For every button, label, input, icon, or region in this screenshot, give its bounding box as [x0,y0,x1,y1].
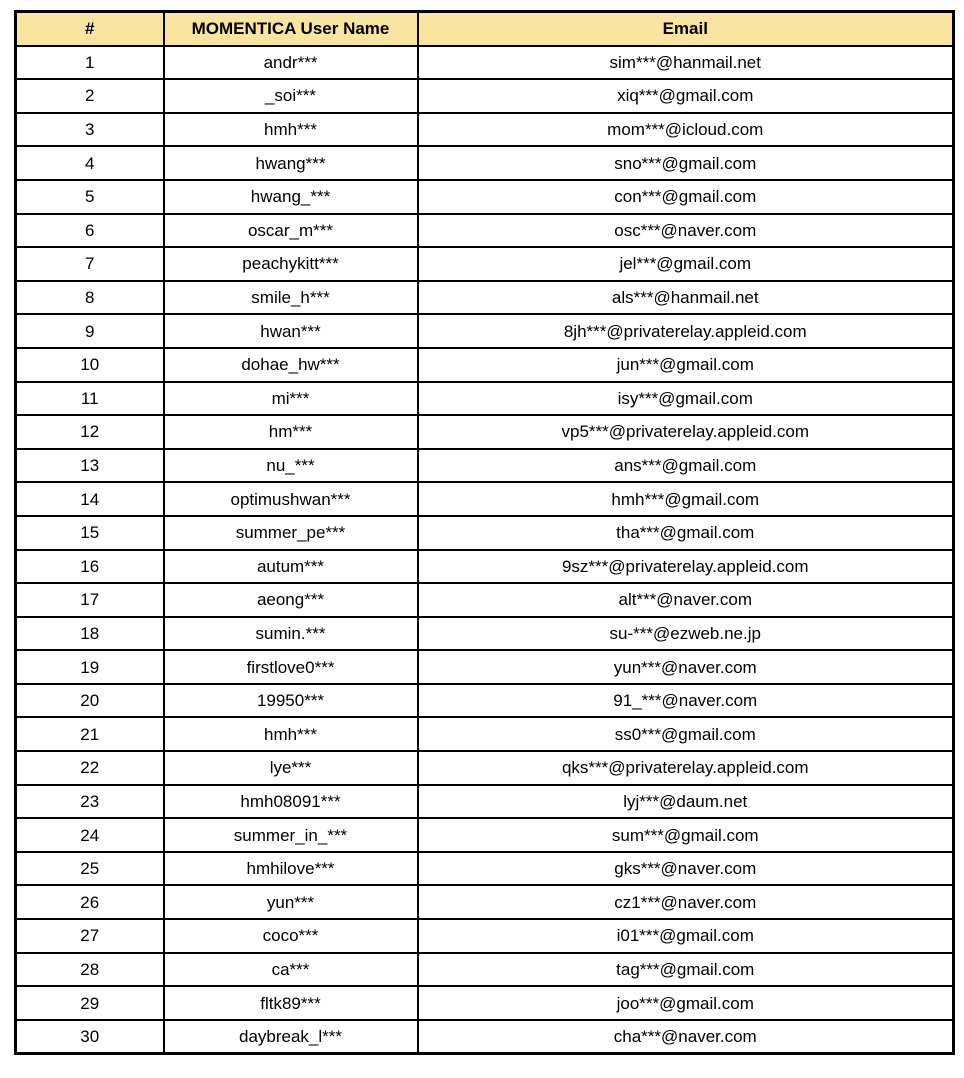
row-number-cell: 24 [16,818,164,852]
row-number-cell: 12 [16,415,164,449]
username-cell: peachykitt*** [164,247,418,281]
email-cell: 9sz***@privaterelay.appleid.com [418,550,954,584]
row-number-cell: 6 [16,214,164,248]
header-cell-email: Email [418,12,954,46]
username-cell: yun*** [164,885,418,919]
username-cell: lye*** [164,751,418,785]
username-cell: hmh08091*** [164,785,418,819]
email-cell: cha***@naver.com [418,1020,954,1054]
email-cell: i01***@gmail.com [418,919,954,953]
username-cell: hwang_*** [164,180,418,214]
email-cell: alt***@naver.com [418,583,954,617]
email-cell: cz1***@naver.com [418,885,954,919]
table-row [16,986,954,1020]
email-cell: isy***@gmail.com [418,382,954,416]
username-cell: 19950*** [164,684,418,718]
row-number-cell: 11 [16,382,164,416]
table-row [16,953,954,987]
row-number-cell: 21 [16,717,164,751]
header-cell-username: MOMENTICA User Name [164,12,418,46]
table-row [16,550,954,584]
table-row [16,281,954,315]
username-cell: coco*** [164,919,418,953]
table-row [16,415,954,449]
table-row [16,382,954,416]
username-cell: _soi*** [164,79,418,113]
email-cell: ans***@gmail.com [418,449,954,483]
email-cell: mom***@icloud.com [418,113,954,147]
table-row [16,146,954,180]
row-number-cell: 22 [16,751,164,785]
email-cell: lyj***@daum.net [418,785,954,819]
table-row [16,583,954,617]
row-number-cell: 3 [16,113,164,147]
email-cell: jun***@gmail.com [418,348,954,382]
username-cell: nu_*** [164,449,418,483]
username-cell: hmh*** [164,113,418,147]
email-cell: jel***@gmail.com [418,247,954,281]
username-cell: summer_in_*** [164,818,418,852]
row-number-cell: 25 [16,852,164,886]
table-row [16,617,954,651]
username-cell: hmh*** [164,717,418,751]
email-cell: gks***@naver.com [418,852,954,886]
table-row [16,818,954,852]
table-row [16,348,954,382]
email-cell: con***@gmail.com [418,180,954,214]
email-cell: als***@hanmail.net [418,281,954,315]
username-cell: mi*** [164,382,418,416]
username-cell: oscar_m*** [164,214,418,248]
username-cell: autum*** [164,550,418,584]
table-row [16,79,954,113]
table-row [16,852,954,886]
email-cell: hmh***@gmail.com [418,482,954,516]
row-number-cell: 18 [16,617,164,651]
email-cell: ss0***@gmail.com [418,717,954,751]
row-number-cell: 28 [16,953,164,987]
table-row [16,516,954,550]
table-row [16,449,954,483]
username-cell: hwan*** [164,314,418,348]
table-row [16,785,954,819]
username-cell: daybreak_l*** [164,1020,418,1054]
username-cell: smile_h*** [164,281,418,315]
row-number-cell: 10 [16,348,164,382]
row-number-cell: 4 [16,146,164,180]
row-number-cell: 13 [16,449,164,483]
username-cell: dohae_hw*** [164,348,418,382]
table-row [16,919,954,953]
table-row [16,214,954,248]
header-cell-number: # [16,12,164,46]
email-cell: xiq***@gmail.com [418,79,954,113]
row-number-cell: 1 [16,46,164,80]
table-row [16,180,954,214]
row-number-cell: 23 [16,785,164,819]
row-number-cell: 29 [16,986,164,1020]
email-cell: osc***@naver.com [418,214,954,248]
row-number-cell: 27 [16,919,164,953]
table-row [16,751,954,785]
table-body [16,46,954,1054]
row-number-cell: 30 [16,1020,164,1054]
username-cell: hmhilove*** [164,852,418,886]
username-cell: hm*** [164,415,418,449]
username-cell: ca*** [164,953,418,987]
username-cell: aeong*** [164,583,418,617]
table-row [16,113,954,147]
username-cell: firstlove0*** [164,650,418,684]
table-row [16,885,954,919]
username-cell: andr*** [164,46,418,80]
table-row [16,314,954,348]
row-number-cell: 5 [16,180,164,214]
email-cell: joo***@gmail.com [418,986,954,1020]
row-number-cell: 7 [16,247,164,281]
email-cell: sum***@gmail.com [418,818,954,852]
row-number-cell: 8 [16,281,164,315]
row-number-cell: 9 [16,314,164,348]
email-cell: 8jh***@privaterelay.appleid.com [418,314,954,348]
row-number-cell: 26 [16,885,164,919]
row-number-cell: 20 [16,684,164,718]
email-cell: qks***@privaterelay.appleid.com [418,751,954,785]
username-cell: sumin.*** [164,617,418,651]
email-cell: yun***@naver.com [418,650,954,684]
table-row [16,1020,954,1054]
email-cell: vp5***@privaterelay.appleid.com [418,415,954,449]
row-number-cell: 2 [16,79,164,113]
email-cell: tag***@gmail.com [418,953,954,987]
email-cell: tha***@gmail.com [418,516,954,550]
email-cell: su-***@ezweb.ne.jp [418,617,954,651]
username-cell: summer_pe*** [164,516,418,550]
username-cell: fltk89*** [164,986,418,1020]
user-email-table [14,10,955,1055]
email-cell: sno***@gmail.com [418,146,954,180]
row-number-cell: 16 [16,550,164,584]
table-row [16,650,954,684]
table-row [16,46,954,80]
table-row [16,482,954,516]
username-cell: hwang*** [164,146,418,180]
row-number-cell: 15 [16,516,164,550]
email-cell: sim***@hanmail.net [418,46,954,80]
table-row [16,684,954,718]
header-row [16,12,954,46]
table-row [16,247,954,281]
email-cell: 91_***@naver.com [418,684,954,718]
row-number-cell: 17 [16,583,164,617]
table-row [16,717,954,751]
row-number-cell: 19 [16,650,164,684]
row-number-cell: 14 [16,482,164,516]
username-cell: optimushwan*** [164,482,418,516]
